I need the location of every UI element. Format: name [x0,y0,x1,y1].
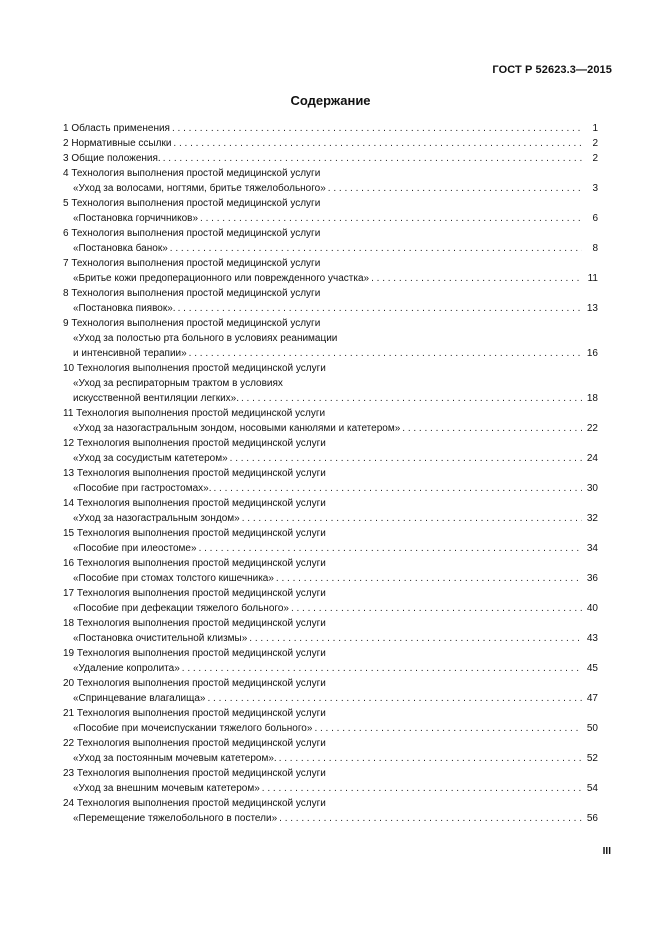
toc-entry[interactable] [63,676,598,706]
toc-entry-heading: 15 Технология выполнения простой медицинской услуги [63,528,326,539]
dot-leader [213,481,582,496]
dot-leader [208,691,583,706]
toc-entry-title-line: «Пособие при илеостоме» [73,543,197,554]
toc-entry[interactable] [63,151,598,166]
dot-leader [199,541,582,556]
toc-entry-heading: 9 Технология выполнения простой медицинской услуги [63,318,321,329]
toc-page-number: 18 [586,393,598,404]
toc-entry-title-line: «Постановка банок» [73,243,168,254]
toc-entry[interactable] [63,226,598,256]
toc-entry-title-line: «Пособие при дефекации тяжелого больного» [73,603,289,614]
dot-leader [200,211,582,226]
toc-entry-title-line: «Спринцевание влагалища» [73,693,206,704]
toc-entry-heading: 8 Технология выполнения простой медицинской услуги [63,288,321,299]
toc-entry-heading: 2 Нормативные ссылки [63,138,172,149]
toc-entry-heading: 5 Технология выполнения простой медицинской услуги [63,198,321,209]
toc-entry-heading: 10 Технология выполнения простой медицинской услуги [63,363,326,374]
toc-entry[interactable] [63,316,598,361]
toc-entry-title-line: «Уход за волосами, ногтями, бритье тяжелобольного» [73,183,326,194]
toc-page-number: 32 [586,513,598,524]
toc-entry-heading: 22 Технология выполнения простой медицинской услуги [63,738,326,749]
toc-entry-title-line: «Удаление копролита» [73,663,180,674]
toc-entry-title-line: искусственной вентиляции легких». [73,393,239,404]
toc-entry-heading: 20 Технология выполнения простой медицинской услуги [63,678,326,689]
toc-page-number: 45 [586,663,598,674]
toc-page-number: 36 [586,573,598,584]
toc-page-number: 8 [592,243,598,254]
toc-entry-title-line: «Уход за полостью рта больного в условиях реанимации [73,333,338,344]
dot-leader [328,181,582,196]
toc-page-number: 16 [586,348,598,359]
toc-page-number: 34 [586,543,598,554]
dot-leader [402,421,582,436]
toc-entry-title-line: «Постановка очистительной клизмы» [73,633,248,644]
toc-entry-heading: 6 Технология выполнения простой медицинской услуги [63,228,321,239]
toc-entry[interactable] [63,196,598,226]
page-number: III [602,846,611,857]
dot-leader [262,781,582,796]
toc-entry[interactable] [63,796,598,826]
toc-entry-title-line: «Уход за внешним мочевым катетером» [73,783,260,794]
toc-page-number: 3 [592,183,598,194]
toc-page-number: 13 [586,303,598,314]
toc-page-number: 24 [586,453,598,464]
toc-page-number: 40 [586,603,598,614]
toc-entry[interactable] [63,166,598,196]
toc-page-number: 22 [586,423,598,434]
toc-entry-title-line: «Уход за назогастральным зондом, носовыми канюлями и катетером» [73,423,401,434]
toc-entry-title-line: «Уход за респираторным трактом в условиях [73,378,283,389]
toc-entry[interactable] [63,616,598,646]
dot-leader [291,601,582,616]
dot-leader [170,241,582,256]
toc-entry-title-line: «Уход за назогастральным зондом» [73,513,240,524]
toc-entry-heading: 16 Технология выполнения простой медицинской услуги [63,558,326,569]
toc-entry[interactable] [63,736,598,766]
toc-page-number: 54 [586,783,598,794]
dot-leader [182,661,582,676]
toc-entry-heading: 17 Технология выполнения простой медицинской услуги [63,588,326,599]
toc-page-number: 11 [587,273,598,284]
toc-entry[interactable] [63,256,598,286]
toc-entry-title-line: «Пособие при мочеиспускании тяжелого больного» [73,723,313,734]
toc-entry-title-line: «Бритье кожи предоперационного или поврежденного участка» [73,273,370,284]
page-title: Содержание [290,93,371,108]
toc-page-number: 47 [586,693,598,704]
toc-entry[interactable] [63,436,598,466]
toc-entry-title-line: «Постановка пиявок». [73,303,176,314]
toc-entry[interactable] [63,646,598,676]
toc-entry[interactable] [63,766,598,796]
toc-entry[interactable] [63,586,598,616]
toc-entry-heading: 7 Технология выполнения простой медицинской услуги [63,258,321,269]
toc-page-number: 1 [592,123,598,134]
toc-entry[interactable] [63,286,598,316]
dot-leader [279,811,582,826]
toc-entry-title-line: «Уход за сосудистым катетером» [73,453,228,464]
toc-entry[interactable] [63,136,598,151]
toc-entry[interactable] [63,526,598,556]
toc-entry-heading: 12 Технология выполнения простой медицинской услуги [63,438,326,449]
toc-page-number: 43 [586,633,598,644]
toc-entry-heading: 3 Общие положения. [63,153,161,164]
toc-entry[interactable] [63,496,598,526]
dot-leader [371,271,582,286]
table-of-contents [63,121,598,826]
dot-leader [241,391,582,406]
dot-leader [163,151,582,166]
dot-leader [189,346,582,361]
toc-entry-heading: 4 Технология выполнения простой медицинской услуги [63,168,321,179]
toc-entry-heading: 24 Технология выполнения простой медицинской услуги [63,798,326,809]
toc-entry[interactable] [63,406,598,436]
dot-leader [178,301,582,316]
toc-page-number: 30 [586,483,598,494]
toc-page-number: 6 [592,213,598,224]
toc-entry-title-line: и интенсивной терапии» [73,348,187,359]
toc-page-number: 52 [586,753,598,764]
toc-page-number: 50 [586,723,598,734]
dot-leader [276,571,582,586]
toc-entry-heading: 14 Технология выполнения простой медицинской услуги [63,498,326,509]
toc-entry-heading: 21 Технология выполнения простой медицинской услуги [63,708,326,719]
toc-page-number: 2 [592,153,598,164]
toc-entry[interactable] [63,556,598,586]
dot-leader [173,136,582,151]
dot-leader [230,451,582,466]
toc-entry-heading: 11 Технология выполнения простой медицинской услуги [63,408,326,419]
dot-leader [172,121,582,136]
toc-entry[interactable] [63,121,598,136]
toc-entry-heading: 13 Технология выполнения простой медицинской услуги [63,468,326,479]
toc-entry-title-line: «Пособие при гастростомах». [73,483,212,494]
toc-entry-title-line: «Перемещение тяжелобольного в постели» [73,813,278,824]
toc-entry-title-line: «Постановка горчичников» [73,213,199,224]
dot-leader [242,511,582,526]
toc-entry-title-line: «Пособие при стомах толстого кишечника» [73,573,274,584]
toc-entry[interactable] [63,466,598,496]
toc-page-number: 2 [592,138,598,149]
toc-entry-heading: 18 Технология выполнения простой медицинской услуги [63,618,326,629]
toc-entry-heading: 23 Технология выполнения простой медицинской услуги [63,768,326,779]
dot-leader [249,631,582,646]
toc-entry-heading: 1 Область применения [63,123,170,134]
toc-entry[interactable] [63,706,598,736]
dot-leader [314,721,582,736]
toc-entry-title-line: «Уход за постоянным мочевым катетером». [73,753,277,764]
toc-entry-heading: 19 Технология выполнения простой медицинской услуги [63,648,326,659]
toc-entry[interactable] [63,361,598,406]
toc-page-number: 56 [586,813,598,824]
standard-designation: ГОСТ Р 52623.3—2015 [492,64,612,76]
dot-leader [279,751,582,766]
